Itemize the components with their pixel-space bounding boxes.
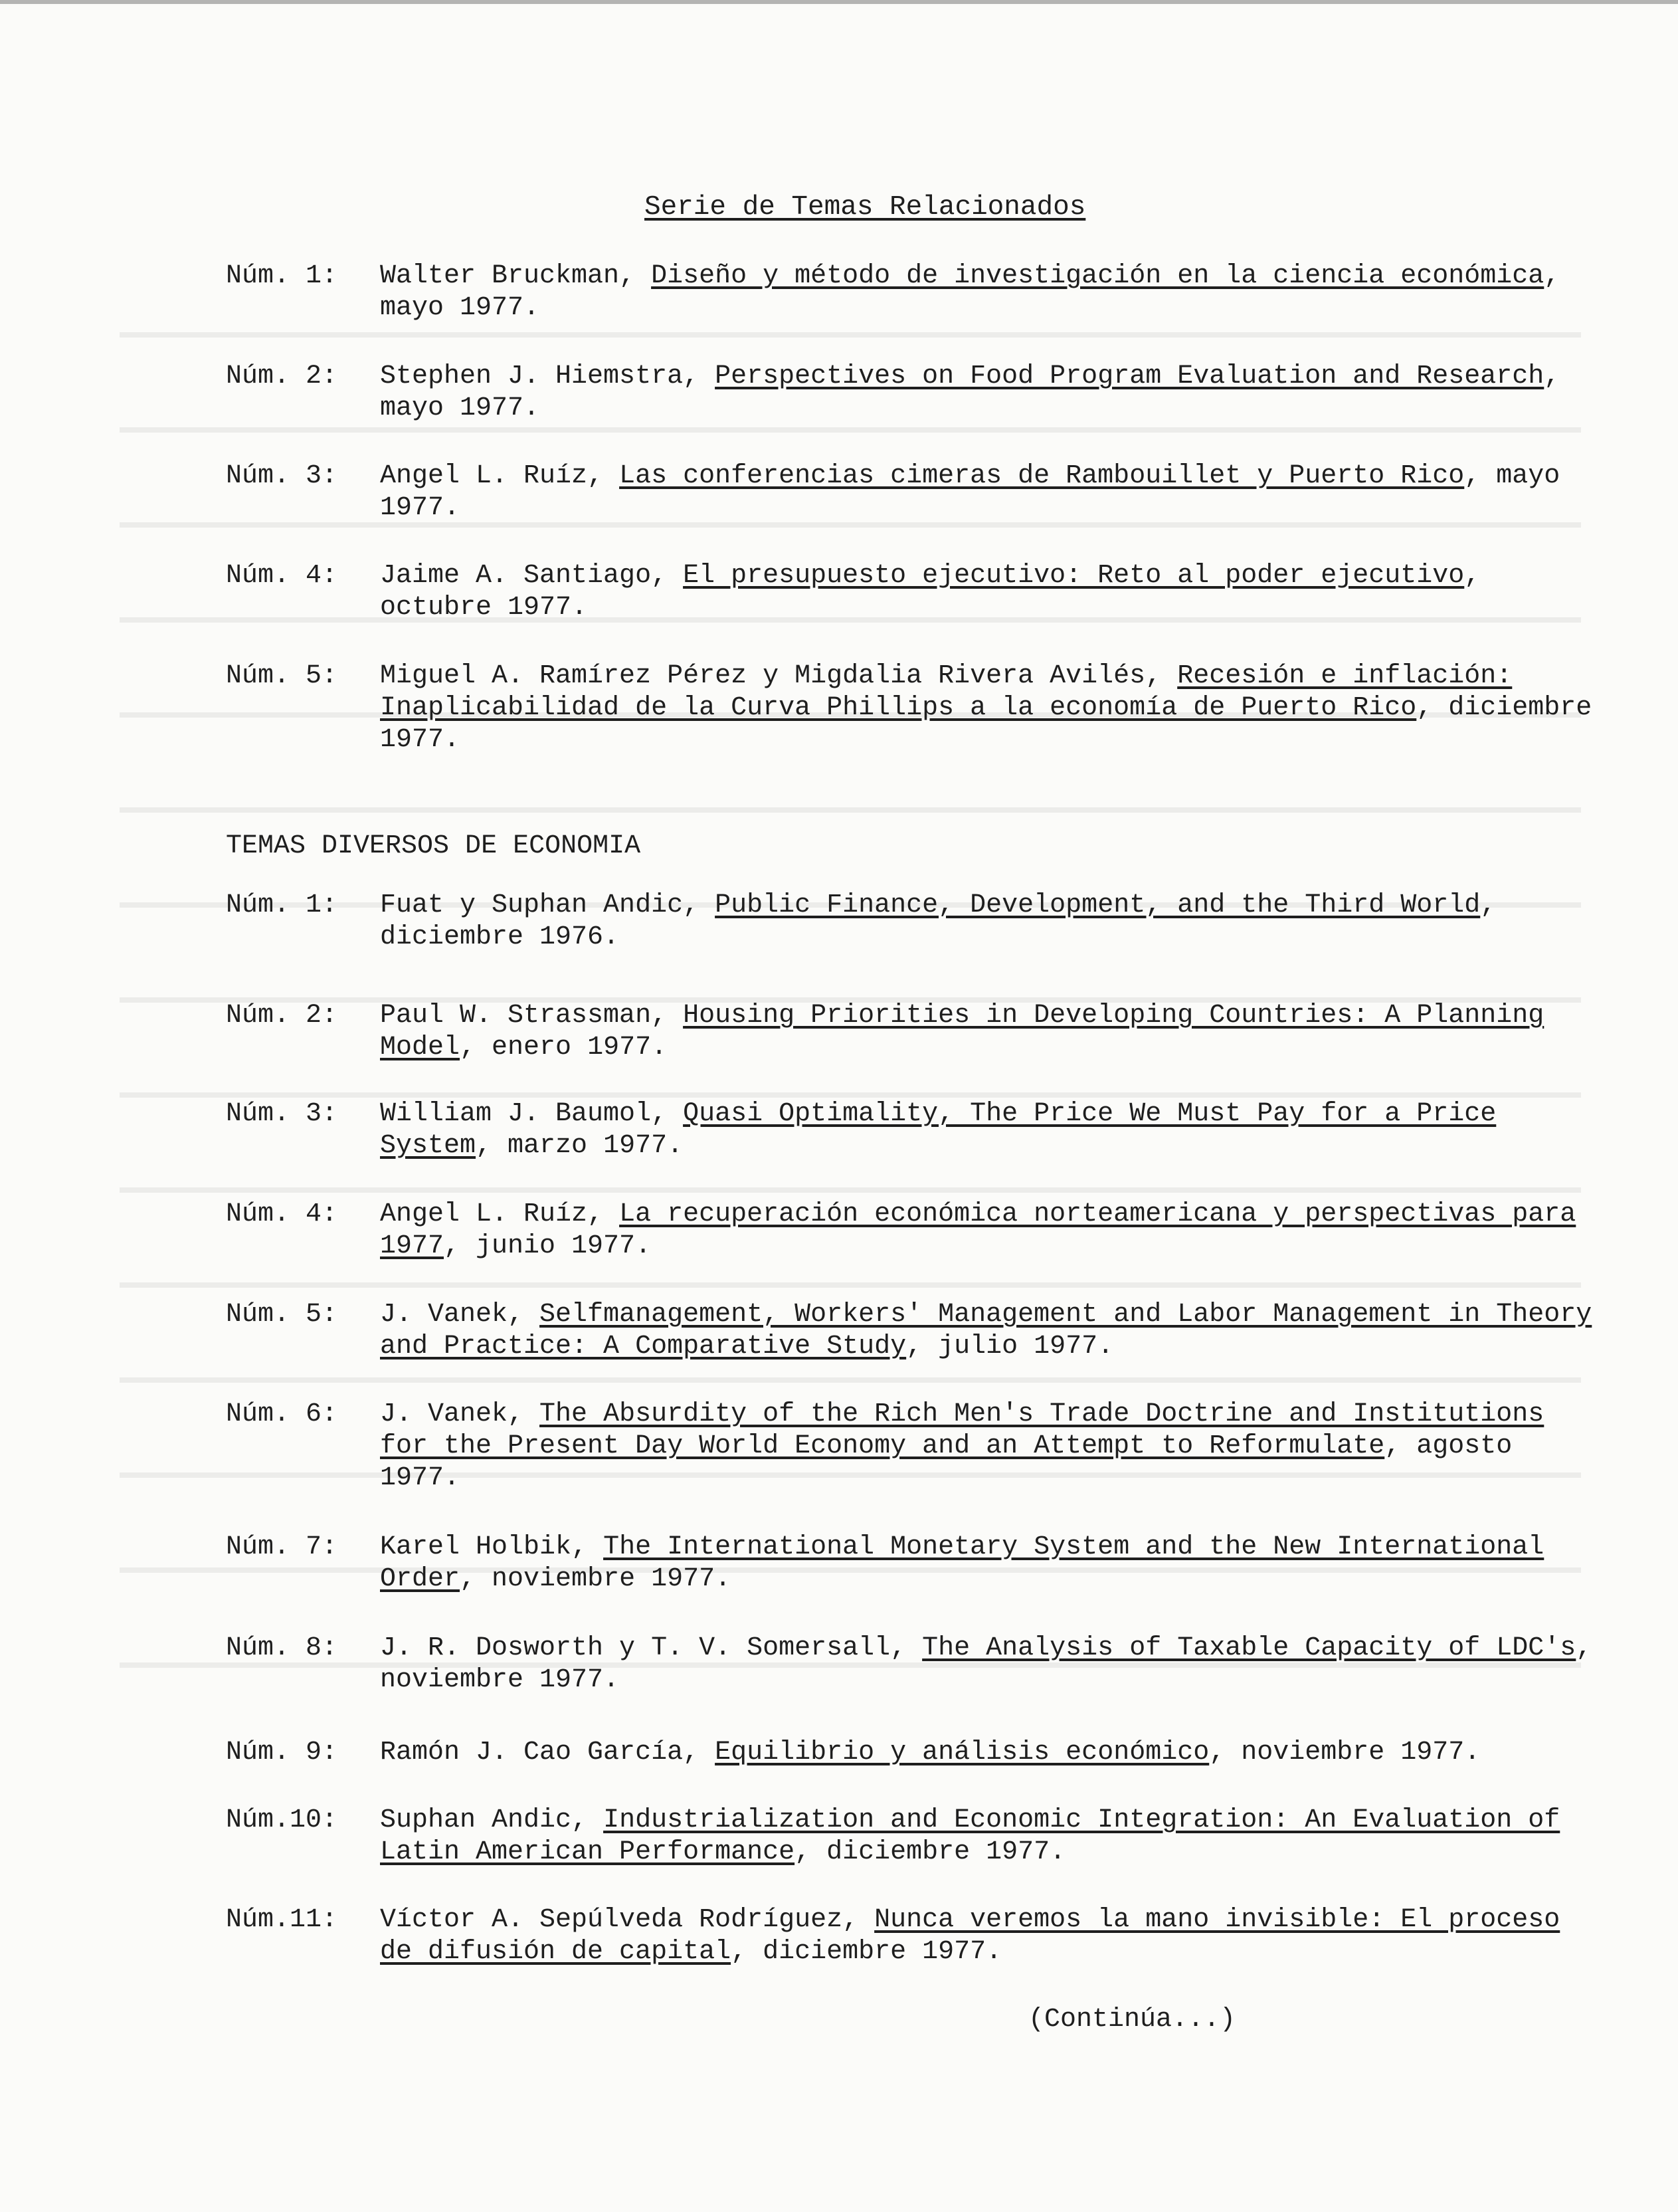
entry-title: The Analysis of Taxable Capacity of LDC's xyxy=(922,1633,1576,1663)
list-item xyxy=(226,1299,1592,1363)
entry-title: Selfmanagement, Workers' Management and Labor Management in Theory and Practice: A Comparative Study xyxy=(380,1300,1592,1361)
entry-author: J. Vanek, xyxy=(380,1399,540,1429)
entry-date: , junio 1977. xyxy=(444,1231,652,1261)
entry-date: , diciembre 1977. xyxy=(731,1937,1002,1967)
entry-date: , agosto 1977. xyxy=(380,1431,1513,1493)
entry-date: , julio 1977. xyxy=(906,1332,1114,1361)
entry-title: Equilibrio y análisis económico xyxy=(715,1738,1210,1767)
section-heading: TEMAS DIVERSOS DE ECONOMIA xyxy=(226,831,641,861)
entry-date: , octubre 1977. xyxy=(380,561,1481,623)
list-item xyxy=(226,260,1588,324)
entry-date: , marzo 1977. xyxy=(476,1131,684,1161)
entry-author: Stephen J. Hiemstra, xyxy=(380,361,715,391)
list-item xyxy=(226,890,1588,954)
entry-title: Recesión e inflación: Inaplicabilidad de la Curva Phillips a la economía de Puerto Rico xyxy=(380,661,1513,723)
entry-title: Nunca veremos la mano invisible: El proceso de difusión de capital xyxy=(380,1905,1560,1967)
entry-number: Núm. 7: xyxy=(226,1532,338,1562)
entry-title: Quasi Optimality, The Price We Must Pay for a Price System xyxy=(380,1099,1497,1161)
entry-date: , diciembre 1977. xyxy=(794,1837,1066,1867)
continued-note: (Continúa...) xyxy=(1028,2005,1236,2035)
list-item xyxy=(226,1399,1588,1494)
entry-author: Paul W. Strassman, xyxy=(380,1001,684,1031)
entry-date: , noviembre 1977. xyxy=(1209,1738,1481,1767)
entry-author: William J. Baumol, xyxy=(380,1099,684,1129)
list-item xyxy=(226,1532,1588,1595)
list-item xyxy=(226,1199,1588,1262)
entry-author: Walter Bruckman, xyxy=(380,261,652,291)
entry-number: Núm.10: xyxy=(226,1805,338,1835)
entry-number: Núm. 5: xyxy=(226,661,338,691)
entry-number: Núm. 3: xyxy=(226,1099,338,1129)
list-item xyxy=(226,560,1588,624)
entry-date: , diciembre 1976. xyxy=(380,890,1497,952)
entry-number: Núm. 2: xyxy=(226,1001,338,1031)
entry-number: Núm. 4: xyxy=(226,561,338,591)
entry-date: , mayo 1977. xyxy=(380,261,1560,323)
entry-date: , diciembre 1977. xyxy=(380,693,1592,755)
list-item xyxy=(226,361,1588,425)
entry-author: Karel Holbik, xyxy=(380,1532,604,1562)
entry-date: , mayo 1977. xyxy=(380,361,1560,423)
entry-number: Núm. 1: xyxy=(226,261,338,291)
entry-author: Ramón J. Cao García, xyxy=(380,1738,715,1767)
list-item xyxy=(226,1904,1588,1968)
entry-number: Núm. 8: xyxy=(226,1633,338,1663)
page-title: Serie de Temas Relacionados xyxy=(644,192,1086,223)
entry-author: Víctor A. Sepúlveda Rodríguez, xyxy=(380,1905,875,1935)
entry-title: The Absurdity of the Rich Men's Trade Doctrine and Institutions for the Present Day World Economy and an Attempt to Reformulate xyxy=(380,1399,1544,1461)
entry-author: J. Vanek, xyxy=(380,1300,540,1330)
entry-number: Núm. 1: xyxy=(226,890,338,920)
list-item xyxy=(226,1633,1592,1696)
list-item xyxy=(226,660,1592,756)
entry-title: The International Monetary System and the New International Order xyxy=(380,1532,1544,1594)
entry-title: La recuperación económica norteamericana y perspectivas para 1977 xyxy=(380,1199,1576,1261)
entry-number: Núm. 5: xyxy=(226,1300,338,1330)
entry-title: Industrialization and Economic Integration: An Evaluation of Latin American Performance xyxy=(380,1805,1560,1867)
entry-title: Housing Priorities in Developing Countries: A Planning Model xyxy=(380,1001,1544,1062)
entry-author: Jaime A. Santiago, xyxy=(380,561,684,591)
entry-title: Perspectives on Food Program Evaluation and Research xyxy=(715,361,1544,391)
list-item xyxy=(226,1098,1588,1162)
entry-number: Núm. 2: xyxy=(226,361,338,391)
entry-author: Miguel A. Ramírez Pérez y Migdalia Rivera Avilés, xyxy=(380,661,1178,691)
list-item xyxy=(226,1000,1588,1064)
entry-title: Diseño y método de investigación en la ciencia económica xyxy=(651,261,1544,291)
entry-date: , enero 1977. xyxy=(460,1033,668,1062)
entry-date: , mayo 1977. xyxy=(380,461,1560,523)
entry-number: Núm.11: xyxy=(226,1905,338,1935)
entry-number: Núm. 3: xyxy=(226,461,338,491)
entry-number: Núm. 6: xyxy=(226,1399,338,1429)
entry-author: Angel L. Ruíz, xyxy=(380,1199,620,1229)
list-item xyxy=(226,460,1588,524)
entry-number: Núm. 9: xyxy=(226,1738,338,1767)
list-item xyxy=(226,1737,1588,1769)
entry-title: Las conferencias cimeras de Rambouillet y Puerto Rico xyxy=(619,461,1465,491)
entry-number: Núm. 4: xyxy=(226,1199,338,1229)
entry-title: El presupuesto ejecutivo: Reto al poder ejecutivo xyxy=(683,561,1465,591)
entry-author: J. R. Dosworth y T. V. Somersall, xyxy=(380,1633,923,1663)
list-item xyxy=(226,1805,1588,1868)
entry-author: Fuat y Suphan Andic, xyxy=(380,890,715,920)
entry-author: Angel L. Ruíz, xyxy=(380,461,620,491)
entry-date: , noviembre 1977. xyxy=(380,1633,1592,1695)
entry-author: Suphan Andic, xyxy=(380,1805,604,1835)
entry-date: , noviembre 1977. xyxy=(460,1564,731,1594)
entry-title: Public Finance, Development, and the Third World xyxy=(715,890,1481,920)
